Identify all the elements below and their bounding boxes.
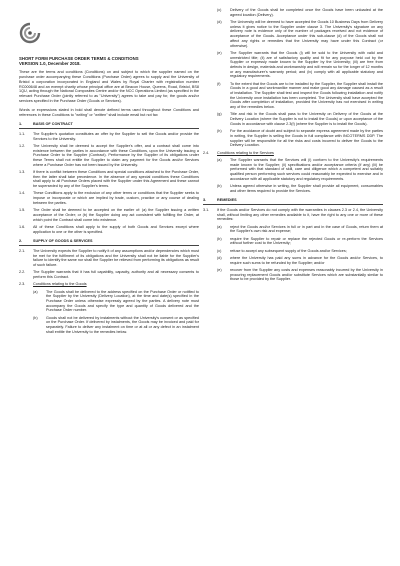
divider bbox=[19, 245, 199, 246]
clause-text: The University will be deemed to have accepted the Goods 10 Business Days from Delivery unless it gives notice to the Supplier under clause 3. The University's signature on any delivery note is evidence only of the number of packages received and not evidence of acceptance of the Goods. Acceptance under this sub-clause (d) of the Goods shall not affect any rights or remedies that the University may have under this Contract (or otherwise). bbox=[230, 20, 383, 48]
clause-text: All of these Conditions shall apply to the supply of both Goods and Services except where application to one or the other is specified. bbox=[33, 224, 199, 234]
clause-text: recover from the Supplier any costs and expenses reasonably incurred by the University in procuring replacement Goods and/or substitute Services which are substantially similar to those to be provided by the Supplier. bbox=[230, 268, 383, 282]
clause-number: (c) bbox=[217, 8, 222, 12]
sub-clause bbox=[217, 184, 383, 193]
clause-number: (g) bbox=[217, 112, 222, 117]
clause-number: (f) bbox=[217, 81, 221, 86]
sub-clause bbox=[217, 225, 383, 234]
clause-text: refuse to accept any subsequent supply of the Goods and/or Services; bbox=[230, 248, 347, 253]
clause bbox=[19, 282, 199, 287]
clause-number: (a) bbox=[217, 157, 222, 162]
divider bbox=[203, 204, 383, 205]
clause-text: where the University has paid any sums in advance for the Goods and/or Services, to require such sums to be refunded by the Supplier; and/or bbox=[230, 256, 383, 265]
clause-text: If there is conflict between these Conditions and special conditions attached to the Purchase Order, then the latter shall take precedence. In the absence of any special conditions these Conditions shall apply to all Purchase Orders placed with the Supplier under this Agreement and these cannot be superseded by any of the Supplier's terms. bbox=[33, 170, 199, 189]
clause-text: Unless agreed otherwise in writing, the Supplier shall provide all equipment, consumables and other items required to provide the Services. bbox=[230, 183, 383, 193]
sub-clause bbox=[217, 268, 383, 282]
ncc-logo bbox=[19, 22, 41, 47]
clause-number: (c) bbox=[217, 248, 222, 253]
sub-clause bbox=[217, 8, 383, 17]
clause bbox=[203, 151, 383, 156]
clause-number: 1.5. bbox=[19, 208, 26, 213]
intro-paragraph-1: These are the terms and conditions (Conditions) on and subject to which the supplier named on the purchase order accompanying these Conditions (Purchase Order) agrees to supply and the University of Bristol a corporation incorporated in England and Wales by Royal Charter with registration number RC000648 and an exempt charity whose principal office are at Beacon House, Queens, Road, Bristol, BS8 1QU, acting through the National Composites Centre and/or the NCC Operations Limited (as specified in the relevant Purchase Order (jointly referred to as "University") agrees to take and pay for, the goods and/or services specified in the Purchase Order (Goods or Services). bbox=[19, 70, 199, 103]
sub-clause bbox=[217, 51, 383, 79]
clause-text: Goods shall not be delivered by instalments without the University's consent or as specified on the Purchase Order. If delivered by instalments, the Goods may be invoiced and paid for separately. Failure to deliver any instalment on time or at all or any defect in an instalment shall entitle the University to the remedies below. bbox=[46, 315, 199, 334]
divider bbox=[19, 128, 199, 129]
clause-number: (b) bbox=[217, 236, 222, 241]
clause-number: (a) bbox=[33, 289, 38, 294]
clause-text: The Supplier warrants that the Services will (i) conform to the University's requirements made known to the Supplier; (ii) specifications and/or acceptance criteria (if any) (iii) be performed with that standard of skill, care and diligence which a competent and suitably qualified person performing such services could reasonably be expected to exercise and in accordance with all applicable statutory and regulatory requirements. bbox=[230, 157, 383, 181]
section-3-heading bbox=[203, 198, 383, 203]
clause-number: 1.6. bbox=[19, 224, 26, 229]
sub-clause bbox=[217, 112, 383, 126]
clause-text: If the Goods and/or Services do not comply with the warranties in clauses 2.3 or 2.4, the University shall, without limiting any other remedies available to it, have the right to any one or more of these remedies: bbox=[217, 208, 383, 222]
clause-text: Conditions relating to the Services bbox=[217, 150, 274, 155]
section-number: 3. bbox=[203, 198, 207, 203]
sub-clause bbox=[33, 316, 199, 335]
sub-clause bbox=[217, 237, 383, 246]
clause-text: reject the Goods and/or Services in full or in part and in the case of Goods, return them at the Supplier's own risk and expense; bbox=[230, 224, 383, 234]
clause-number: (b) bbox=[217, 183, 222, 188]
section-title: REMEDIES bbox=[217, 198, 237, 203]
clause-text: To the extent that the Goods are to be installed by the Supplier, the Supplier shall install the Goods in a good and workmanlike manner and make good any damage caused as a result of installation. The Supplier shall test and inspect the Goods following installation and notify the University once installation has been completed. The University shall have accepted the Goods after completion of installation, provided the University has not exercised in writing any of the remedies below. bbox=[230, 81, 383, 110]
title-line-1: SHORT FORM PURCHASE ORDER TERMS & CONDITIONS bbox=[19, 56, 139, 61]
clause-number: (d) bbox=[217, 256, 222, 261]
sub-clause bbox=[217, 129, 383, 148]
clause-text: Conditions relating to the Goods bbox=[33, 282, 87, 287]
clause-text: The Goods shall be delivered to the address specified on the Purchase Order or notified to the Supplier by the University (Delivery Location), at the time and date(s) specified in the Purchase Order unless otherwise expressly agreed by the parties. A delivery note must accompany the Goods and specify the type and quantity of Goods delivered and the Purchase Order number. bbox=[46, 289, 199, 313]
clause-number: 1.3. bbox=[19, 170, 26, 175]
clause-text: For the avoidance of doubt and subject to separate express agreement made by the parties in writing, the Supplier is selling the Goods in full compliance with INCOTERMS DDP. The supplier will be responsible for all the risks and costs incurred to deliver the Goods to the Delivery Location. bbox=[230, 129, 383, 148]
right-column bbox=[203, 8, 383, 285]
clause-number: 2.1. bbox=[19, 248, 26, 253]
document-title bbox=[19, 56, 199, 66]
clause bbox=[19, 249, 199, 268]
clause bbox=[19, 191, 199, 205]
sub-clause bbox=[217, 82, 383, 110]
clause-text: These Conditions apply to the exclusion of any other terms or conditions that the Supplier seeks to impose or incorporate or which are implied by trade, custom, practice or any course of dealing between the parties. bbox=[33, 191, 199, 205]
sub-clause bbox=[217, 20, 383, 48]
clause-number: 1.2. bbox=[19, 143, 26, 148]
sub-clause bbox=[217, 158, 383, 182]
clause-text: require the Supplier to repair or replace the rejected Goods or re-perform the Services without further cost to the University; bbox=[230, 236, 383, 246]
clause-text: The Supplier warrants that the Goods (i) will be sold to the University with valid and unrestricted title; (ii) are of satisfactory quality and fit for any purpose held out by the Supplier or expressly made known to the Supplier by the University; (iii) are free from defects in design, materials and workmanship and will remain so for the longer of 12 months or any manufacturer's warranty period; and (iv) comply with all applicable statutory and regulatory requirements. bbox=[230, 50, 383, 79]
clause-text: Delivery of the Goods shall be completed once the Goods have been unloaded at the agreed location (Delivery). bbox=[230, 8, 383, 17]
clause-number: 2.4. bbox=[203, 150, 210, 155]
clause-text: The Supplier's quotation constitutes an offer by the Supplier to sell the Goods and/or provide the Services to the University. bbox=[33, 131, 199, 141]
clause-number: (e) bbox=[217, 268, 222, 273]
clause bbox=[19, 144, 199, 168]
clause bbox=[203, 208, 383, 222]
clause-number: 1.1. bbox=[19, 131, 26, 136]
clause-text: Title and risk in the Goods shall pass to the University on Delivery of the Goods at the Delivery Location (where the Supplier is not to install the Goods) or upon acceptance of the Goods in accordance with clause 2.3(f) (where the Supplier is to install the Goods). bbox=[230, 112, 383, 126]
section-number: 2. bbox=[19, 239, 23, 244]
section-title: SUPPLY OF GOODS & SERVICES bbox=[33, 239, 93, 244]
clause bbox=[19, 270, 199, 279]
clause-text: The University shall be deemed to accept the Supplier's offer, and a contract shall come into existence between the parties in accordance with these Conditions, upon the University issuing a Purchase Order to the Supplier (Contract). Performance by the Supplier of its obligations under these Terms shall not entitle the Supplier to claim any payment for the Goods and/or Services where a Purchase Order has not been issued by the University. bbox=[33, 143, 199, 167]
title-line-2: VERSION 1.0, December 2018. bbox=[19, 61, 81, 67]
clause-number: 2.3. bbox=[19, 282, 26, 287]
intro-paragraph-2: Words or expressions stated in bold shall denote defined terms used throughout these Conditions and references in these Conditions to "writing" or "written" shall include email but not fax bbox=[19, 107, 199, 117]
section-number: 1. bbox=[19, 122, 23, 127]
clause-number: (e) bbox=[217, 50, 222, 55]
clause-number: 1.4. bbox=[19, 191, 26, 196]
left-column bbox=[19, 56, 199, 337]
clause bbox=[19, 208, 199, 222]
clause-number: (b) bbox=[33, 315, 38, 320]
clause-number: (h) bbox=[217, 129, 222, 134]
clause-number: (d) bbox=[217, 20, 222, 24]
clause-text: The University expects the Supplier to notify it of any assumptions and/or dependencies which must be met for the fulfilment of its obligations and the University shall not be liable for the Supplier's failure to identify the same nor shall the Supplier be relieved from performing its obligations as result of such failure. bbox=[33, 248, 199, 268]
clause-text: The Order shall be deemed to be accepted on the earlier of: (a) the Supplier issuing a written acceptance of the Order; or (b) the Supplier doing any act consistent with fulfilling the Order, at which point the Contract shall come into existence. bbox=[33, 208, 199, 222]
clause-text: The Supplier warrants that it has full capability, capacity, authority and all necessary consents to perform this Contract. bbox=[33, 270, 199, 280]
clause bbox=[19, 132, 199, 141]
section-1-heading bbox=[19, 122, 199, 127]
clause-number: (a) bbox=[217, 224, 222, 229]
section-2-heading bbox=[19, 239, 199, 244]
sub-clause bbox=[217, 249, 383, 254]
clause-number: 3.1. bbox=[203, 208, 210, 213]
sub-clause bbox=[33, 290, 199, 314]
clause bbox=[19, 170, 199, 189]
clause-number: 2.2. bbox=[19, 270, 26, 275]
clause bbox=[19, 225, 199, 234]
section-title: BASIS OF CONTRACT bbox=[33, 122, 73, 127]
sub-clause bbox=[217, 256, 383, 265]
